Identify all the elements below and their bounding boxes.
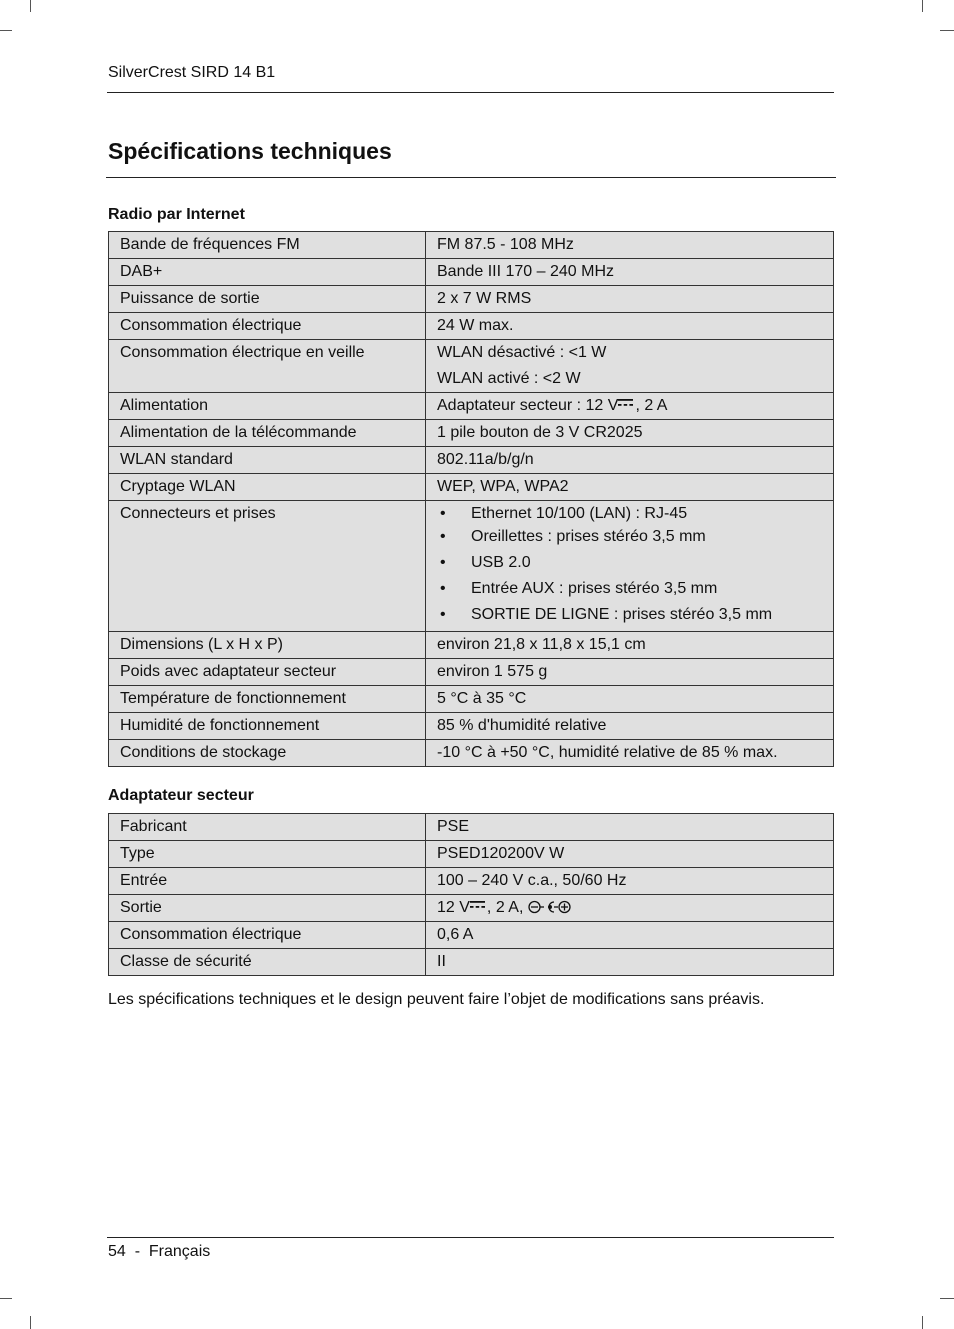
radio-spec-table xyxy=(108,231,834,767)
table-row xyxy=(109,420,834,447)
spec-value-line: WLAN désactivé : <1 W xyxy=(437,344,607,361)
table-row xyxy=(109,659,834,686)
crop-mark xyxy=(940,1298,954,1299)
disclaimer-note: Les spécifications techniques et le design peuvent faire l’objet de modifications sans préavis. xyxy=(108,991,765,1008)
spec-value: 0,6 A xyxy=(426,922,834,949)
table-row xyxy=(109,474,834,501)
section-heading-radio: Radio par Internet xyxy=(108,206,245,223)
spec-value: 100 – 240 V c.a., 50/60 Hz xyxy=(426,868,834,895)
table-row xyxy=(109,922,834,949)
spec-label: Consommation électrique xyxy=(109,313,426,340)
spec-value: 5 °C à 35 °C xyxy=(426,686,834,713)
spec-label: DAB+ xyxy=(109,259,426,286)
spec-value: environ 1 575 g xyxy=(426,659,834,686)
spec-label: Alimentation xyxy=(109,393,426,420)
connector-list xyxy=(437,503,822,628)
spec-value-text: , 2 A xyxy=(635,397,668,414)
spec-label: Type xyxy=(109,841,426,868)
table-row xyxy=(109,713,834,740)
spec-value: Bande III 170 – 240 MHz xyxy=(426,259,834,286)
table-row xyxy=(109,632,834,659)
header-rule xyxy=(107,92,834,93)
spec-label: Conditions de stockage xyxy=(109,740,426,767)
adapter-spec-table xyxy=(108,813,834,976)
spec-value-text: Adaptateur secteur : 12 V xyxy=(437,397,619,414)
table-row xyxy=(109,501,834,632)
table-row xyxy=(109,313,834,340)
spec-value: PSE xyxy=(426,814,834,841)
spec-label: Consommation électrique xyxy=(109,922,426,949)
page-number: 54 xyxy=(108,1243,126,1260)
title-rule xyxy=(106,177,836,178)
table-row xyxy=(109,232,834,259)
crop-mark xyxy=(0,1298,12,1299)
footer-language: Français xyxy=(148,1243,211,1260)
dc-symbol-icon xyxy=(470,901,485,909)
spec-value: 24 W max. xyxy=(426,313,834,340)
page-title: Spécifications techniques xyxy=(108,138,392,164)
spec-label: Humidité de fonctionnement xyxy=(109,713,426,740)
spec-value: II xyxy=(426,949,834,976)
dc-symbol-icon xyxy=(618,399,633,407)
crop-mark xyxy=(30,0,31,12)
spec-value: environ 21,8 x 11,8 x 15,1 cm xyxy=(426,632,834,659)
spec-label: Consommation électrique en veille xyxy=(109,340,426,393)
spec-label: Entrée xyxy=(109,868,426,895)
list-item: • Entrée AUX : prises stéréo 3,5 mm xyxy=(437,576,822,602)
spec-value-line: WLAN activé : <2 W xyxy=(437,370,581,387)
spec-label: Fabricant xyxy=(109,814,426,841)
table-row xyxy=(109,286,834,313)
list-item: • Oreillettes : prises stéréo 3,5 mm xyxy=(437,524,822,550)
spec-value: FM 87.5 - 108 MHz xyxy=(426,232,834,259)
page-footer xyxy=(108,1243,210,1261)
list-item: • SORTIE DE LIGNE : prises stéréo 3,5 mm xyxy=(437,602,822,628)
table-row xyxy=(109,686,834,713)
spec-value xyxy=(426,501,834,632)
table-row xyxy=(109,740,834,767)
spec-value-text: 12 V xyxy=(437,899,470,916)
spec-value: 802.11a/b/g/n xyxy=(426,447,834,474)
table-row xyxy=(109,841,834,868)
table-row xyxy=(109,949,834,976)
spec-value xyxy=(426,895,834,922)
spec-label: Sortie xyxy=(109,895,426,922)
footer-rule xyxy=(107,1237,834,1238)
spec-value: 2 x 7 W RMS xyxy=(426,286,834,313)
spec-label: Dimensions (L x H x P) xyxy=(109,632,426,659)
spec-value: -10 °C à +50 °C, humidité relative de 85 % max. xyxy=(426,740,834,767)
spec-label: Bande de fréquences FM xyxy=(109,232,426,259)
spec-label: Puissance de sortie xyxy=(109,286,426,313)
list-item: • USB 2.0 xyxy=(437,550,822,576)
crop-mark xyxy=(922,1316,923,1329)
spec-label: Alimentation de la télécommande xyxy=(109,420,426,447)
spec-value xyxy=(426,340,834,393)
spec-value: PSED120200V W xyxy=(426,841,834,868)
table-row xyxy=(109,393,834,420)
table-row xyxy=(109,340,834,393)
section-heading-adapter: Adaptateur secteur xyxy=(108,787,254,804)
polarity-symbol-icon xyxy=(528,899,572,915)
table-row xyxy=(109,259,834,286)
crop-mark xyxy=(0,30,12,31)
table-row xyxy=(109,814,834,841)
spec-label: Classe de sécurité xyxy=(109,949,426,976)
list-item: • Ethernet 10/100 (LAN) : RJ-45 xyxy=(437,503,822,524)
spec-value xyxy=(426,393,834,420)
footer-separator: - xyxy=(134,1243,141,1260)
crop-mark xyxy=(940,30,954,31)
crop-mark xyxy=(922,0,923,12)
table-row xyxy=(109,447,834,474)
spec-label: Cryptage WLAN xyxy=(109,474,426,501)
spec-label: Poids avec adaptateur secteur xyxy=(109,659,426,686)
spec-value-text: , 2 A, xyxy=(486,899,528,916)
table-row xyxy=(109,895,834,922)
spec-value: WEP, WPA, WPA2 xyxy=(426,474,834,501)
spec-label: WLAN standard xyxy=(109,447,426,474)
spec-value: 85 % d'humidité relative xyxy=(426,713,834,740)
crop-mark xyxy=(30,1316,31,1329)
spec-value: 1 pile bouton de 3 V CR2025 xyxy=(426,420,834,447)
table-row xyxy=(109,868,834,895)
spec-label: Connecteurs et prises xyxy=(109,501,426,632)
spec-label: Température de fonctionnement xyxy=(109,686,426,713)
running-header: SilverCrest SIRD 14 B1 xyxy=(108,64,276,81)
